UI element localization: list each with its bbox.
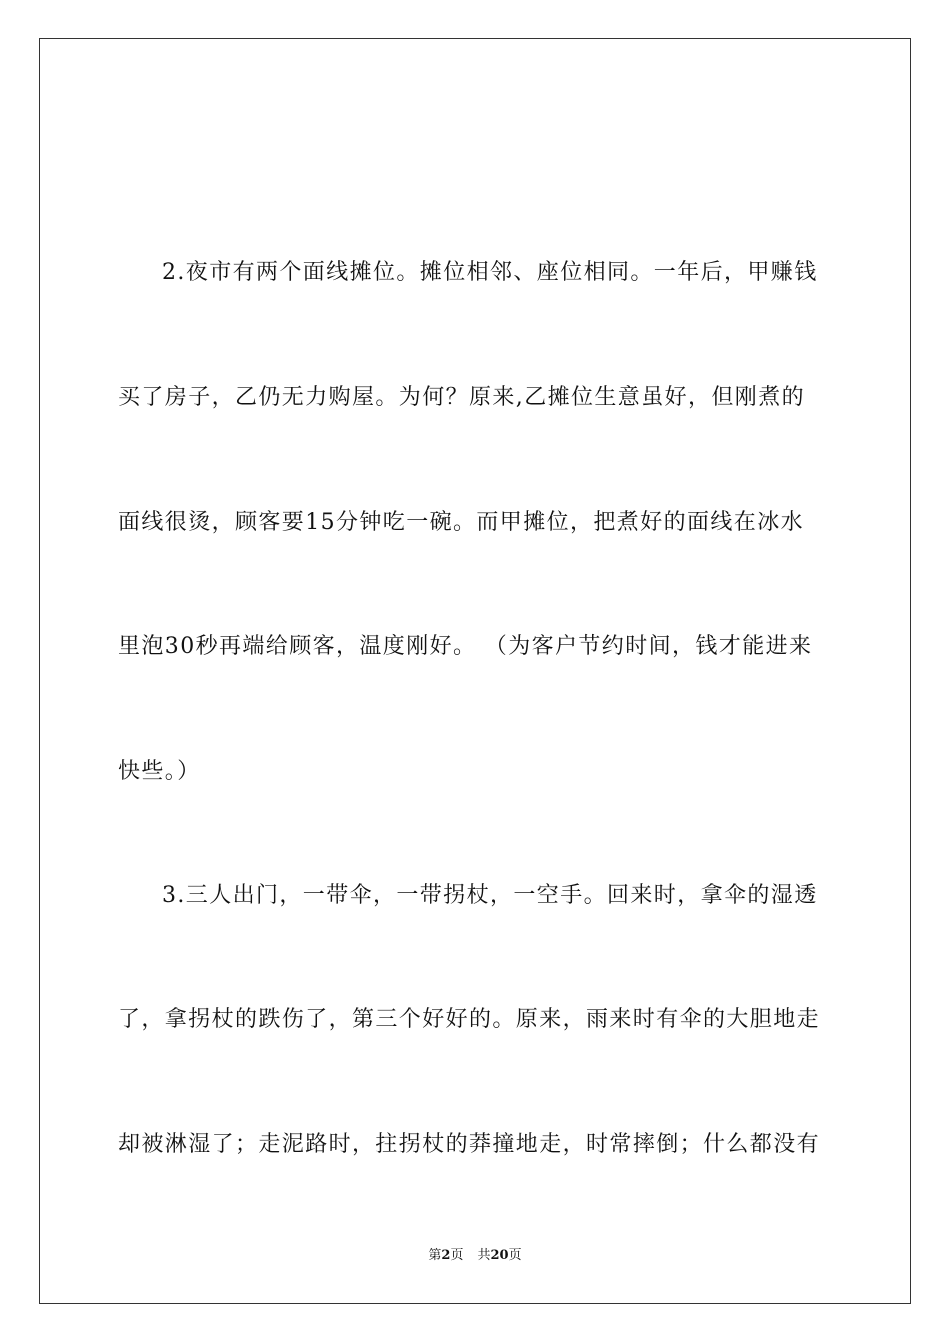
page-prefix: 第: [428, 1248, 442, 1263]
paragraph-3-line-3: 却被淋湿了；走泥路时，拄拐杖的莽撞地走，时常摔倒；什么都没有: [118, 1132, 821, 1157]
paragraph-2-line-1: 2.夜市有两个面线摊位。摊位相邻、座位相同。一年后，甲赚钱: [162, 260, 818, 285]
paragraph-2-line-2: 买了房子，乙仍无力购屋。为何？原来,乙摊位生意虽好，但刚煮的: [118, 385, 805, 410]
total-suffix: 页: [508, 1248, 522, 1263]
paragraph-2-line-3: 面线很烫，顾客要15分钟吃一碗。而甲摊位，把煮好的面线在冰水: [118, 510, 804, 535]
paragraph-2-line-4: 里泡30秒再端给顾客，温度刚好。 （为客户节约时间，钱才能进来: [118, 634, 813, 659]
page-border: [39, 38, 911, 1304]
page-suffix: 页: [450, 1248, 464, 1263]
page-number: 2: [441, 1248, 451, 1263]
paragraph-3-line-1: 3.三人出门，一带伞，一带拐杖，一空手。回来时，拿伞的湿透: [162, 883, 818, 908]
total-prefix: 共: [477, 1248, 491, 1263]
paragraph-3-line-2: 了，拿拐杖的跌伤了，第三个好好的。原来，雨来时有伞的大胆地走: [118, 1007, 821, 1032]
page-footer: [0, 1247, 950, 1265]
paragraph-2-line-5: 快些。）: [118, 759, 201, 784]
total-pages: 20: [490, 1248, 509, 1263]
